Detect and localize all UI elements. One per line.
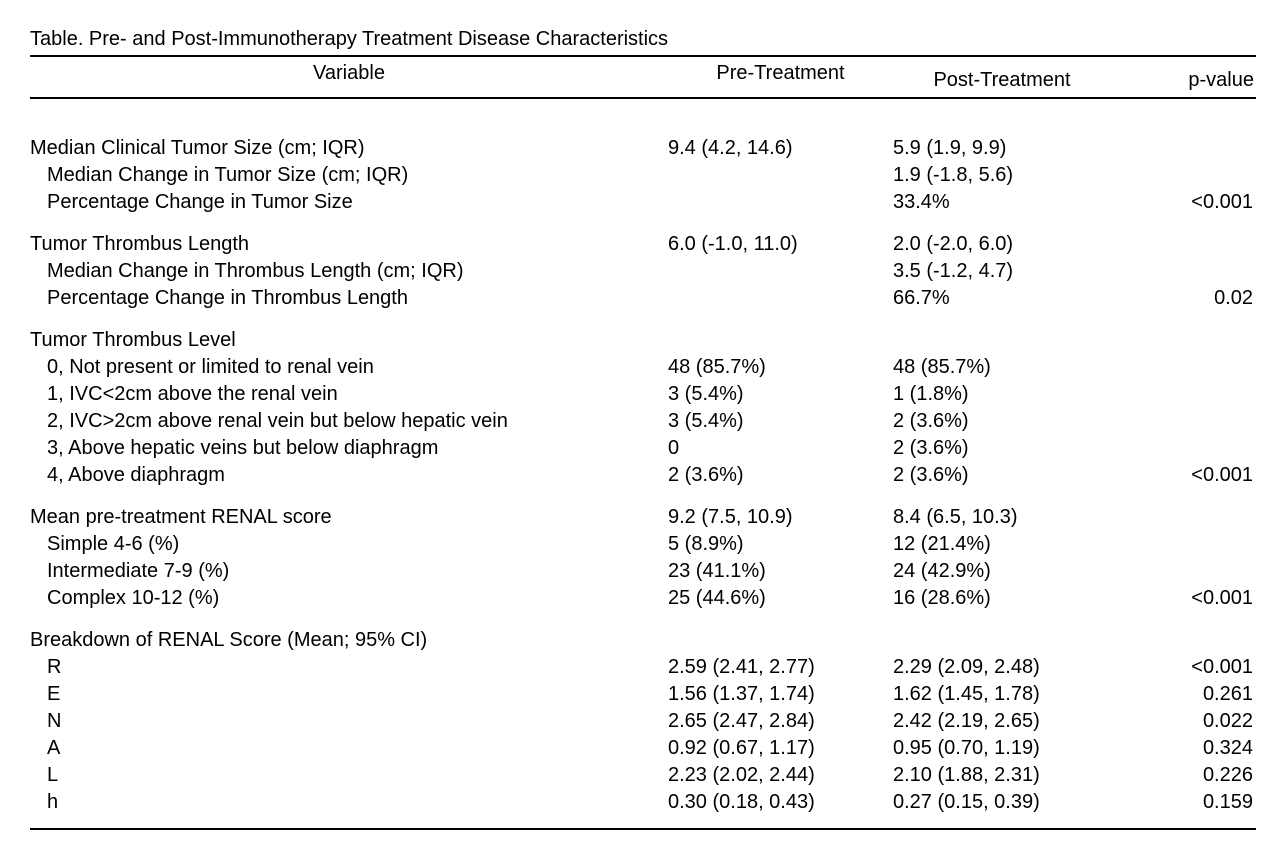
- row-label: A: [47, 737, 61, 759]
- p-value: <0.001: [1191, 191, 1253, 213]
- column-header-variable: [30, 57, 668, 98]
- table-row: [30, 258, 1256, 285]
- table-section: [30, 312, 1256, 489]
- p-value: [1081, 162, 1256, 189]
- pre-treatment-value: 2 (3.6%): [668, 464, 744, 486]
- post-treatment-value: 0.95 (0.70, 1.19): [893, 737, 1040, 759]
- pre-treatment-value: 9.2 (7.5, 10.9): [668, 506, 793, 528]
- column-header-post-treatment-label: Post-Treatment: [933, 68, 1071, 91]
- table-row: [30, 216, 1256, 258]
- column-header-variable-label: Variable: [313, 61, 385, 84]
- pre-treatment-value: 23 (41.1%): [668, 560, 766, 582]
- post-treatment-value: 2 (3.6%): [893, 437, 969, 459]
- row-label: Tumor Thrombus Level: [30, 329, 236, 351]
- column-header-post-treatment: [893, 57, 1081, 98]
- row-label: Breakdown of RENAL Score (Mean; 95% CI): [30, 629, 428, 651]
- pre-treatment-value: 2.23 (2.02, 2.44): [668, 764, 815, 786]
- table-row: [30, 708, 1256, 735]
- p-value: [1081, 435, 1256, 462]
- table-row: [30, 435, 1256, 462]
- p-value: 0.02: [1214, 287, 1253, 309]
- p-value: [1081, 258, 1256, 285]
- table-section: [30, 98, 1256, 216]
- row-label: L: [47, 764, 59, 786]
- post-treatment-value: 0.27 (0.15, 0.39): [893, 791, 1040, 813]
- post-treatment-value: 48 (85.7%): [893, 356, 991, 378]
- p-value: [1081, 408, 1256, 435]
- row-label: R: [47, 656, 62, 678]
- column-header-pre-treatment: [668, 57, 893, 98]
- characteristics-table: [30, 57, 1256, 830]
- post-treatment-value: 16 (28.6%): [893, 587, 991, 609]
- row-label: 0, Not present or limited to renal vein: [47, 356, 374, 378]
- pre-treatment-value: [668, 189, 893, 216]
- table-section: [30, 489, 1256, 612]
- post-treatment-value: [893, 612, 1081, 654]
- post-treatment-value: 24 (42.9%): [893, 560, 991, 582]
- pre-treatment-value: 0.92 (0.67, 1.17): [668, 737, 815, 759]
- row-label: 3, Above hepatic veins but below diaphragm: [47, 437, 439, 459]
- p-value: [1081, 216, 1256, 258]
- table-section: [30, 612, 1256, 829]
- pre-treatment-value: 9.4 (4.2, 14.6): [668, 137, 793, 159]
- post-treatment-value: [893, 312, 1081, 354]
- post-treatment-value: 1 (1.8%): [893, 383, 969, 405]
- row-label: Mean pre-treatment RENAL score: [30, 506, 332, 528]
- post-treatment-value: 2.10 (1.88, 2.31): [893, 764, 1040, 786]
- table-row: [30, 408, 1256, 435]
- row-label: Median Change in Thrombus Length (cm; IQR): [47, 260, 464, 282]
- table-row: [30, 285, 1256, 312]
- table-row: [30, 189, 1256, 216]
- table-sheet: [30, 0, 1256, 830]
- column-header-p-value-label: p-value: [1188, 68, 1254, 91]
- pre-treatment-value: [668, 162, 893, 189]
- pre-treatment-value: [668, 612, 893, 654]
- post-treatment-value: 5.9 (1.9, 9.9): [893, 137, 1007, 159]
- table-row: [30, 531, 1256, 558]
- p-value: [1081, 612, 1256, 654]
- p-value: [1081, 98, 1256, 162]
- p-value: [1081, 381, 1256, 408]
- post-treatment-value: 2 (3.6%): [893, 464, 969, 486]
- table-row: [30, 612, 1256, 654]
- post-treatment-value: 1.62 (1.45, 1.78): [893, 683, 1040, 705]
- row-label: Median Clinical Tumor Size (cm; IQR): [30, 137, 365, 159]
- table-row: [30, 312, 1256, 354]
- row-label: 4, Above diaphragm: [47, 464, 225, 486]
- p-value: <0.001: [1191, 464, 1253, 486]
- pre-treatment-value: 3 (5.4%): [668, 410, 744, 432]
- row-label: Percentage Change in Thrombus Length: [47, 287, 408, 309]
- post-treatment-value: 8.4 (6.5, 10.3): [893, 506, 1018, 528]
- table-row: [30, 654, 1256, 681]
- post-treatment-value: 33.4%: [893, 191, 950, 213]
- pre-treatment-value: 25 (44.6%): [668, 587, 766, 609]
- table-row: [30, 98, 1256, 162]
- row-label: Simple 4-6 (%): [47, 533, 180, 555]
- p-value: 0.159: [1202, 791, 1253, 813]
- row-label: Median Change in Tumor Size (cm; IQR): [47, 164, 409, 186]
- table-row: [30, 558, 1256, 585]
- table-title: Table. Pre- and Post-Immunotherapy Treatment Disease Characteristics: [30, 0, 1256, 57]
- row-label: 2, IVC>2cm above renal vein but below hepatic vein: [47, 410, 508, 432]
- pre-treatment-value: 0: [668, 437, 680, 459]
- pre-treatment-value: 48 (85.7%): [668, 356, 766, 378]
- row-label: Percentage Change in Tumor Size: [47, 191, 353, 213]
- pre-treatment-value: [668, 258, 893, 285]
- row-label: N: [47, 710, 62, 732]
- header-row: [30, 57, 1256, 98]
- pre-treatment-value: 1.56 (1.37, 1.74): [668, 683, 815, 705]
- pre-treatment-value: 3 (5.4%): [668, 383, 744, 405]
- post-treatment-value: 12 (21.4%): [893, 533, 991, 555]
- pre-treatment-value: 2.65 (2.47, 2.84): [668, 710, 815, 732]
- row-label: E: [47, 683, 61, 705]
- row-label: Complex 10-12 (%): [47, 587, 220, 609]
- table-row: [30, 681, 1256, 708]
- row-label: Tumor Thrombus Length: [30, 233, 249, 255]
- post-treatment-value: 3.5 (-1.2, 4.7): [893, 260, 1014, 282]
- row-label: h: [47, 791, 59, 813]
- post-treatment-value: 2.0 (-2.0, 6.0): [893, 233, 1014, 255]
- table-row: [30, 354, 1256, 381]
- table-row: [30, 762, 1256, 789]
- p-value: 0.226: [1202, 764, 1253, 786]
- p-value: [1081, 531, 1256, 558]
- pre-treatment-value: 5 (8.9%): [668, 533, 744, 555]
- post-treatment-value: 66.7%: [893, 287, 950, 309]
- p-value: 0.324: [1202, 737, 1253, 759]
- table-header: [30, 57, 1256, 98]
- p-value: [1081, 558, 1256, 585]
- p-value: [1081, 489, 1256, 531]
- table-row: [30, 162, 1256, 189]
- pre-treatment-value: 2.59 (2.41, 2.77): [668, 656, 815, 678]
- row-label: Intermediate 7-9 (%): [47, 560, 230, 582]
- p-value: 0.261: [1202, 683, 1253, 705]
- post-treatment-value: 2 (3.6%): [893, 410, 969, 432]
- post-treatment-value: 1.9 (-1.8, 5.6): [893, 164, 1014, 186]
- pre-treatment-value: [668, 285, 893, 312]
- p-value: 0.022: [1202, 710, 1253, 732]
- table-row: [30, 585, 1256, 612]
- column-header-p-value: [1081, 57, 1256, 98]
- table-row: [30, 735, 1256, 762]
- table-row: [30, 489, 1256, 531]
- p-value: <0.001: [1191, 587, 1253, 609]
- post-treatment-value: 2.29 (2.09, 2.48): [893, 656, 1040, 678]
- table-row: [30, 789, 1256, 829]
- table-section: [30, 216, 1256, 312]
- column-header-pre-treatment-label: Pre-Treatment: [716, 61, 845, 84]
- p-value: [1081, 354, 1256, 381]
- p-value: <0.001: [1191, 656, 1253, 678]
- row-label: 1, IVC<2cm above the renal vein: [47, 383, 338, 405]
- pre-treatment-value: 0.30 (0.18, 0.43): [668, 791, 815, 813]
- table-row: [30, 462, 1256, 489]
- post-treatment-value: 2.42 (2.19, 2.65): [893, 710, 1040, 732]
- table-row: [30, 381, 1256, 408]
- pre-treatment-value: [668, 312, 893, 354]
- pre-treatment-value: 6.0 (-1.0, 11.0): [668, 233, 798, 255]
- p-value: [1081, 312, 1256, 354]
